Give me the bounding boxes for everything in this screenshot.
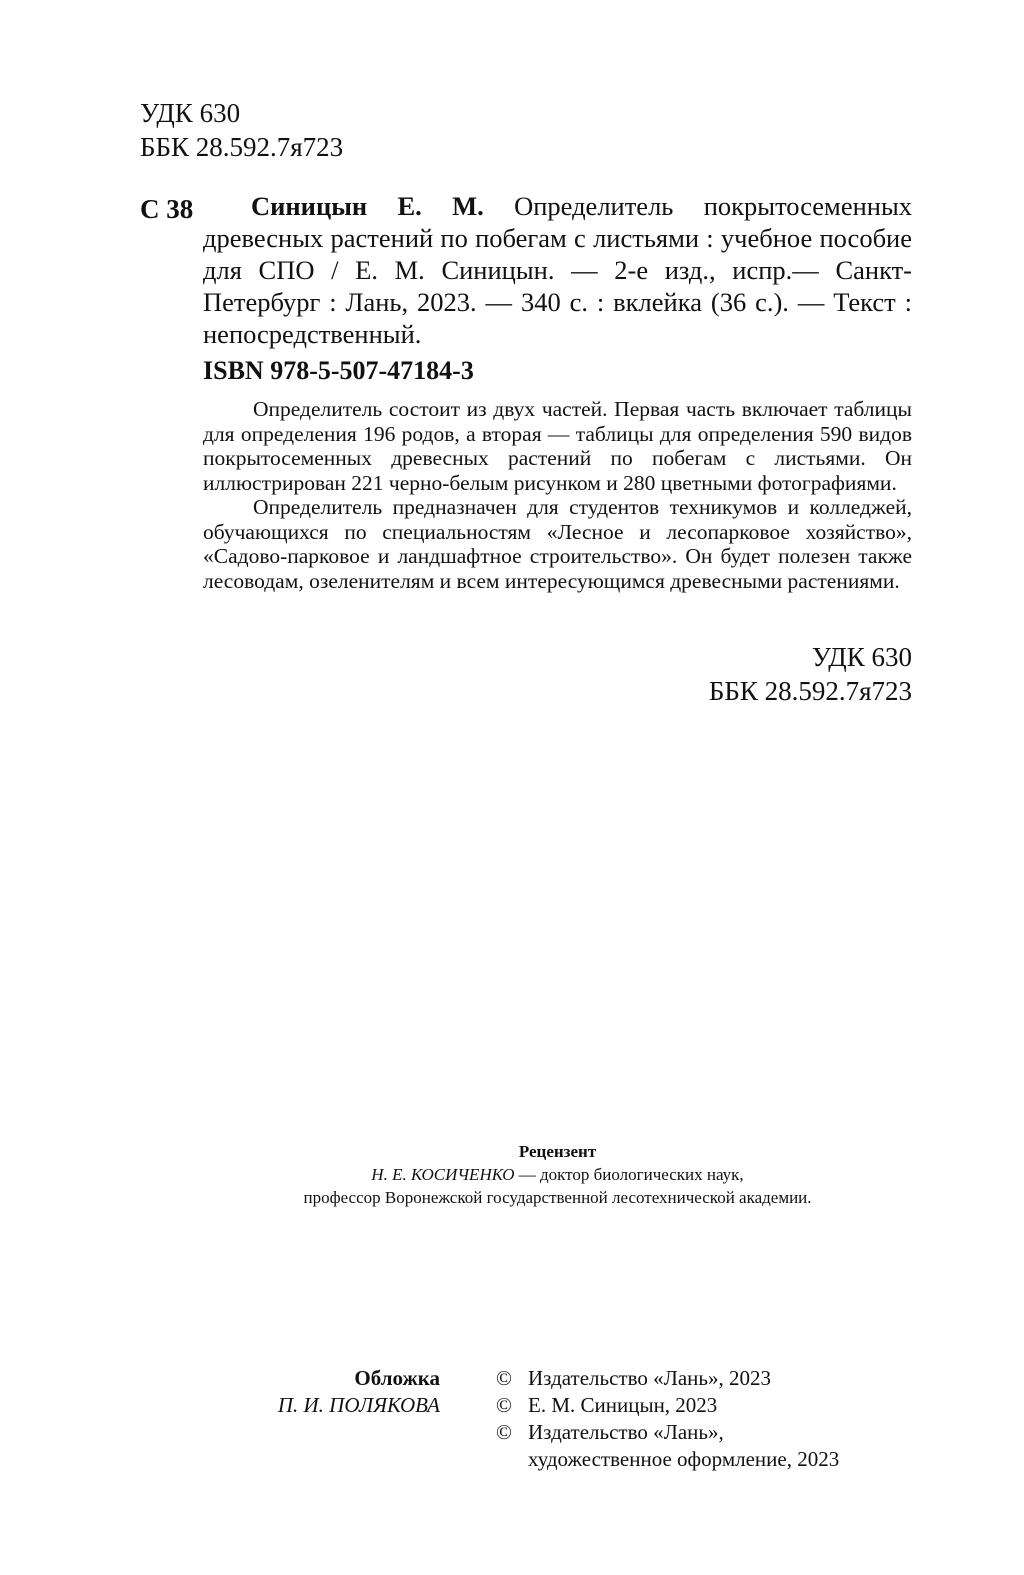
reviewer-degree: — доктор биологических наук, [514, 1165, 744, 1184]
bbk-code: ББК 28.592.7я723 [140, 132, 344, 162]
abstract [203, 397, 912, 593]
copyright-text: Издательство «Лань», [528, 1420, 724, 1444]
abstract-paragraph: Определитель состоит из двух частей. Первая часть включает таблицы для определения 196 родов, а вторая — таблицы для определения 590 видов покрытосеменных древесных растений по побегам с листьями. Он иллюстрирован 221 черно-белым рисунком и 280 цветными фотографиями. [203, 397, 912, 495]
author-name: Синицын Е. М. [251, 191, 484, 221]
copyright-line [496, 1446, 839, 1473]
isbn: ISBN 978-5-507-47184-3 [203, 356, 474, 385]
classification-top [140, 96, 343, 164]
bibliographic-entry [140, 190, 912, 350]
copyright-text: Издательство «Лань», 2023 [528, 1366, 771, 1390]
copyright-icon: © [496, 1393, 512, 1417]
bibliographic-description [203, 190, 912, 350]
copyright-icon: © [496, 1420, 512, 1444]
reviewer-block [200, 1140, 915, 1209]
reviewer-position: профессор Воронежской государственной лесотехнической академии. [303, 1188, 812, 1207]
copyright-icon: © [496, 1366, 512, 1390]
reviewer-title: Рецензент [518, 1142, 597, 1161]
udk-code: УДК 630 [811, 642, 912, 672]
bbk-code: ББК 28.592.7я723 [708, 676, 912, 706]
copyright-notices [496, 1365, 839, 1473]
copyright-line [496, 1392, 839, 1419]
abstract-paragraph: Определитель предназначен для студентов техникумов и колледжей, обучающихся по специальностям «Лесное и лесопарковое хозяйство», «Садово-парковое и ландшафтное строительство». Он будет полезен также лесоводам, озеленителям и всем интересующимся древесными растениями. [203, 495, 912, 593]
udk-code: УДК 630 [140, 98, 241, 128]
copyright-line [496, 1365, 839, 1392]
reviewer-line [200, 1163, 915, 1186]
cover-designer: П. И. ПОЛЯКОВА [277, 1393, 440, 1417]
cover-credit [278, 1365, 440, 1419]
copyright-text: Е. М. Синицын, 2023 [528, 1393, 718, 1417]
author-sign: С 38 [140, 194, 194, 224]
copyright-continuation: художественное оформление, 2023 [528, 1447, 840, 1471]
description-text: Определитель покрытосеменных древесных растений по побегам с листьями : учебное пособие для СПО / Е. М. Синицын. — 2-е изд., испр.— Санкт-Петербург : Лань, 2023. — 340 с. : вклейка (36 с.). — Текст : непосредственный. [203, 191, 913, 349]
copyright-line [496, 1419, 839, 1446]
reviewer-name: Н. Е. КОСИЧЕНКО [371, 1165, 515, 1184]
classification-bottom [709, 640, 912, 708]
cover-label: Обложка [354, 1366, 440, 1390]
